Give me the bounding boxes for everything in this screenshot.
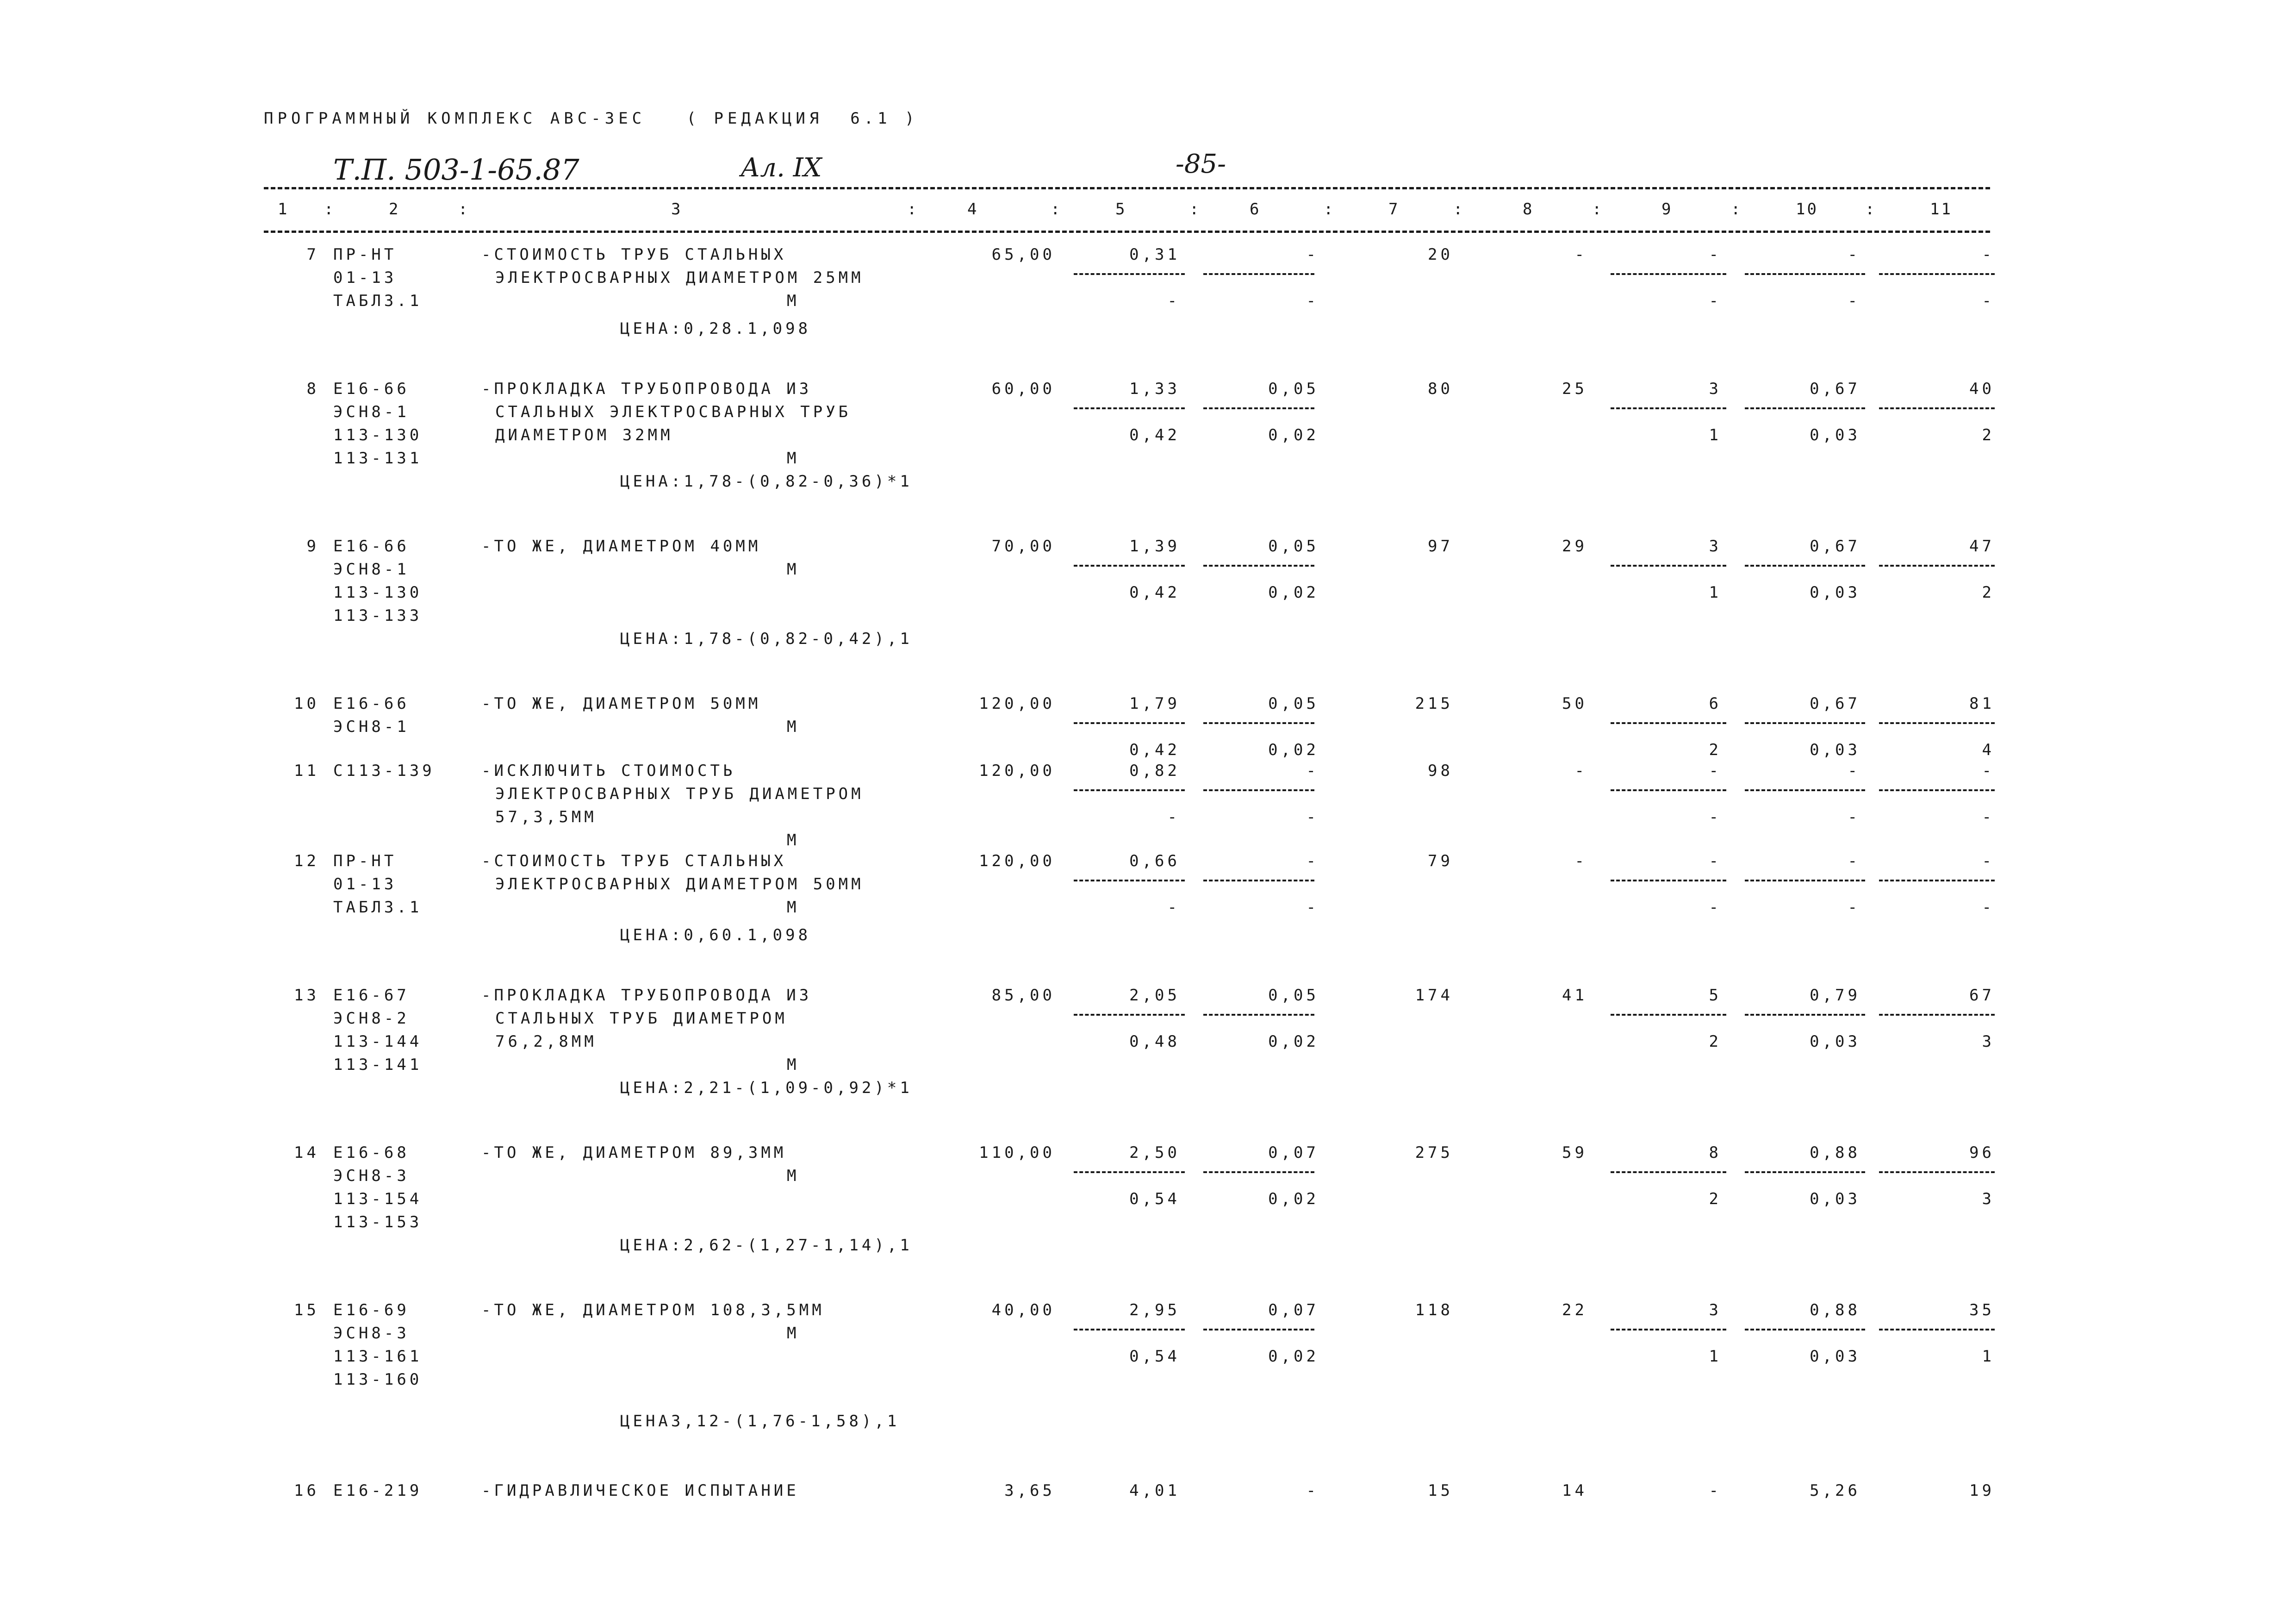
cell-col10: 5,26 xyxy=(1810,1481,1860,1500)
col-9: 9 xyxy=(1661,200,1673,219)
cell-col6-sub: 0,02 xyxy=(1268,741,1319,759)
cell-col10-sub: 0,03 xyxy=(1810,741,1860,759)
cell-col7: 118 xyxy=(1415,1301,1453,1319)
cell-col6-sub: - xyxy=(1306,292,1319,310)
cell-col10-sub: 0,03 xyxy=(1810,1190,1860,1208)
subline-col11 xyxy=(1879,407,1995,409)
cell-col4: 40,00 xyxy=(991,1301,1055,1319)
cell-col9: 8 xyxy=(1709,1143,1722,1162)
subline-col5 xyxy=(1074,1171,1185,1173)
subline-col6 xyxy=(1203,273,1314,275)
cell-col8: 41 xyxy=(1562,986,1587,1005)
row-code: 113-153 xyxy=(333,1213,423,1231)
row-description: -ТО ЖЕ, ДИАМЕТРОМ 50ММ xyxy=(481,694,761,713)
subline-col11 xyxy=(1879,1171,1995,1173)
cell-col11-sub: 1 xyxy=(1982,1347,1995,1366)
cell-col8: 22 xyxy=(1562,1301,1587,1319)
col-8: 8 xyxy=(1523,200,1534,219)
cell-col7: 275 xyxy=(1415,1143,1453,1162)
cell-col5-sub: 0,48 xyxy=(1129,1032,1180,1051)
row-code: ЭСН8-1 xyxy=(333,560,410,579)
cell-col6-sub: - xyxy=(1306,898,1319,917)
subline-col11 xyxy=(1879,880,1995,881)
cell-col9-sub: 2 xyxy=(1709,1032,1722,1051)
col-1: 1 xyxy=(278,200,289,219)
row-code: 113-133 xyxy=(333,606,423,625)
cell-col7: 174 xyxy=(1415,986,1453,1005)
cell-col6-sub: - xyxy=(1306,808,1319,826)
cell-col5-sub: - xyxy=(1167,292,1180,310)
cell-col10: 0,67 xyxy=(1810,694,1860,713)
row-description: -ИСКЛЮЧИТЬ СТОИМОСТЬ xyxy=(481,762,736,780)
cell-col8: 59 xyxy=(1562,1143,1587,1162)
cell-col6-sub: 0,02 xyxy=(1268,583,1319,602)
cell-col4: 3,65 xyxy=(1004,1481,1055,1500)
cell-col9-sub: - xyxy=(1709,292,1722,310)
cell-col10: - xyxy=(1848,762,1860,780)
cell-col8: 50 xyxy=(1562,694,1587,713)
cell-col10: 0,79 xyxy=(1810,986,1860,1005)
row-code: 113-131 xyxy=(333,449,423,468)
program-header: ПРОГРАММНЫЙ КОМПЛЕКС АВС-ЗЕС ( РЕДАКЦИЯ 6.1 ) xyxy=(264,109,919,128)
cell-col9: - xyxy=(1709,245,1722,264)
row-description: 76,2,8ММ xyxy=(495,1032,597,1051)
row-code: 113-141 xyxy=(333,1056,423,1074)
cell-col5-sub: 0,54 xyxy=(1129,1190,1180,1208)
cell-col9-sub: - xyxy=(1709,808,1722,826)
cell-col4: 110,00 xyxy=(979,1143,1055,1162)
page-number: -85- xyxy=(1176,149,1226,179)
cell-col5: 0,31 xyxy=(1129,245,1180,264)
row-code: С113-139 xyxy=(333,762,435,780)
col-10: 10 xyxy=(1796,200,1818,219)
col-5: 5 xyxy=(1115,200,1127,219)
cell-col11-sub: - xyxy=(1982,898,1995,917)
cell-col10: - xyxy=(1848,852,1860,870)
row-description: ДИАМЕТРОМ 32ММ xyxy=(495,426,673,444)
cell-col6: 0,07 xyxy=(1268,1143,1319,1162)
cell-col11-sub: 2 xyxy=(1982,426,1995,444)
cell-col10-sub: 0,03 xyxy=(1810,1032,1860,1051)
cell-col10-sub: 0,03 xyxy=(1810,1347,1860,1366)
cell-col7: 15 xyxy=(1428,1481,1453,1500)
row-code: 113-160 xyxy=(333,1370,423,1389)
subline-col5 xyxy=(1074,407,1185,409)
subline-col6 xyxy=(1203,407,1314,409)
cell-col4: 85,00 xyxy=(991,986,1055,1005)
row-code: ПР-НТ xyxy=(333,852,397,870)
row-description: -ГИДРАВЛИЧЕСКОЕ ИСПЫТАНИЕ xyxy=(481,1481,799,1500)
cell-col4: 60,00 xyxy=(991,380,1055,398)
row-number: 10 xyxy=(294,694,319,713)
subline-col6 xyxy=(1203,789,1314,791)
row-code: 113-144 xyxy=(333,1032,423,1051)
subline-col9 xyxy=(1611,722,1726,724)
cell-col5: 2,50 xyxy=(1129,1143,1180,1162)
row-code: Е16-67 xyxy=(333,986,410,1005)
cell-col5: 2,95 xyxy=(1129,1301,1180,1319)
row-code: ЭСН8-2 xyxy=(333,1009,410,1028)
subline-col10 xyxy=(1745,273,1865,275)
subline-col5 xyxy=(1074,880,1185,881)
row-code: 113-154 xyxy=(333,1190,423,1208)
subline-col9 xyxy=(1611,789,1726,791)
row-code: ПР-НТ xyxy=(333,245,397,264)
row-description: -ТО ЖЕ, ДИАМЕТРОМ 40ММ xyxy=(481,537,761,556)
cell-col10-sub: - xyxy=(1848,292,1860,310)
cell-col9: 6 xyxy=(1709,694,1722,713)
subline-col5 xyxy=(1074,565,1185,567)
cell-col10: 0,67 xyxy=(1810,537,1860,556)
row-price-formula: ЦЕНА:0,60.1,098 xyxy=(620,926,811,944)
row-description: СТАЛЬНЫХ ЭЛЕКТРОСВАРНЫХ ТРУБ xyxy=(495,403,852,421)
cell-col11-sub: 3 xyxy=(1982,1190,1995,1208)
cell-col11: 40 xyxy=(1969,380,1995,398)
cell-col6: 0,05 xyxy=(1268,380,1319,398)
doc-code: Т.П. 503-1-65.87 xyxy=(333,153,579,187)
cell-col11-sub: 2 xyxy=(1982,583,1995,602)
row-description: ЭЛЕКТРОСВАРНЫХ ДИАМЕТРОМ 25ММ xyxy=(495,269,864,287)
row-code: Е16-66 xyxy=(333,380,410,398)
row-unit: М xyxy=(787,1324,800,1343)
cell-col11: 19 xyxy=(1969,1481,1995,1500)
row-number: 8 xyxy=(306,380,319,398)
row-number: 9 xyxy=(306,537,319,556)
subline-col6 xyxy=(1203,880,1314,881)
subline-col10 xyxy=(1745,789,1865,791)
subline-col6 xyxy=(1203,1171,1314,1173)
row-description: ЭЛЕКТРОСВАРНЫХ ТРУБ ДИАМЕТРОМ xyxy=(495,785,864,803)
cell-col10: 0,88 xyxy=(1810,1301,1860,1319)
row-number: 12 xyxy=(294,852,319,870)
cell-col5: 0,66 xyxy=(1129,852,1180,870)
cell-col8: - xyxy=(1574,852,1587,870)
row-code: 113-130 xyxy=(333,426,423,444)
row-unit: М xyxy=(787,560,800,579)
cell-col6: - xyxy=(1306,852,1319,870)
subline-col11 xyxy=(1879,565,1995,567)
cell-col8: 25 xyxy=(1562,380,1587,398)
cell-col11-sub: 3 xyxy=(1982,1032,1995,1051)
subline-col6 xyxy=(1203,565,1314,567)
cell-col9: 3 xyxy=(1709,1301,1722,1319)
cell-col11-sub: 4 xyxy=(1982,741,1995,759)
row-unit: М xyxy=(787,831,800,849)
row-code: ТАБЛ3.1 xyxy=(333,898,423,917)
col-4: 4 xyxy=(967,200,979,219)
cell-col5: 1,79 xyxy=(1129,694,1180,713)
subline-col9 xyxy=(1611,273,1726,275)
subline-col5 xyxy=(1074,1014,1185,1016)
cell-col8: 29 xyxy=(1562,537,1587,556)
cell-col9-sub: 1 xyxy=(1709,1347,1722,1366)
cell-col10: - xyxy=(1848,245,1860,264)
row-code: 01-13 xyxy=(333,875,397,893)
row-code: Е16-66 xyxy=(333,537,410,556)
cell-col10: 0,88 xyxy=(1810,1143,1860,1162)
subline-col5 xyxy=(1074,789,1185,791)
cell-col11: 35 xyxy=(1969,1301,1995,1319)
row-code: Е16-219 xyxy=(333,1481,423,1500)
subline-col11 xyxy=(1879,1329,1995,1330)
cell-col9: 5 xyxy=(1709,986,1722,1005)
subline-col5 xyxy=(1074,273,1185,275)
cell-col5: 0,82 xyxy=(1129,762,1180,780)
cell-col11-sub: - xyxy=(1982,808,1995,826)
cell-col6: 0,05 xyxy=(1268,694,1319,713)
cell-col5-sub: - xyxy=(1167,808,1180,826)
row-code: 113-161 xyxy=(333,1347,423,1366)
row-number: 16 xyxy=(294,1481,319,1500)
subline-col9 xyxy=(1611,1014,1726,1016)
subline-col9 xyxy=(1611,1329,1726,1330)
subline-col9 xyxy=(1611,1171,1726,1173)
cell-col11: - xyxy=(1982,245,1995,264)
subline-col6 xyxy=(1203,1329,1314,1330)
cell-col9: - xyxy=(1709,852,1722,870)
row-number: 7 xyxy=(306,245,319,264)
row-code: ТАБЛ3.1 xyxy=(333,292,423,310)
cell-col9: - xyxy=(1709,762,1722,780)
cell-col5-sub: 0,54 xyxy=(1129,1347,1180,1366)
row-price-formula: ЦЕНА:2,62-(1,27-1,14),1 xyxy=(620,1236,913,1255)
row-code: Е16-69 xyxy=(333,1301,410,1319)
row-description: ЭЛЕКТРОСВАРНЫХ ДИАМЕТРОМ 50ММ xyxy=(495,875,864,893)
row-unit: М xyxy=(787,1167,800,1185)
cell-col11: 81 xyxy=(1969,694,1995,713)
cell-col5-sub: - xyxy=(1167,898,1180,917)
cell-col9: 3 xyxy=(1709,380,1722,398)
row-description: -СТОИМОСТЬ ТРУБ СТАЛЬНЫХ xyxy=(481,852,787,870)
row-description: -ПРОКЛАДКА ТРУБОПРОВОДА ИЗ xyxy=(481,986,812,1005)
col-11: 11 xyxy=(1930,200,1953,219)
row-description: -СТОИМОСТЬ ТРУБ СТАЛЬНЫХ xyxy=(481,245,787,264)
row-code: ЭСН8-3 xyxy=(333,1324,410,1343)
cell-col10-sub: - xyxy=(1848,808,1860,826)
cell-col9-sub: - xyxy=(1709,898,1722,917)
col-7: 7 xyxy=(1388,200,1400,219)
row-price-formula: ЦЕНА:2,21-(1,09-0,92)*1 xyxy=(620,1079,913,1097)
cell-col11: - xyxy=(1982,852,1995,870)
row-unit: М xyxy=(787,449,800,468)
cell-col5-sub: 0,42 xyxy=(1129,426,1180,444)
row-number: 13 xyxy=(294,986,319,1005)
cell-col9: - xyxy=(1709,1481,1722,1500)
cell-col10-sub: 0,03 xyxy=(1810,583,1860,602)
cell-col8: - xyxy=(1574,245,1587,264)
cell-col8: 14 xyxy=(1562,1481,1587,1500)
row-code: Е16-66 xyxy=(333,694,410,713)
row-price-formula: ЦЕНА:0,28.1,098 xyxy=(620,319,811,338)
subline-col9 xyxy=(1611,565,1726,567)
col-3: 3 xyxy=(671,200,683,219)
subline-col11 xyxy=(1879,273,1995,275)
cell-col6: 0,07 xyxy=(1268,1301,1319,1319)
subline-col10 xyxy=(1745,1171,1865,1173)
row-code: 01-13 xyxy=(333,269,397,287)
cell-col5: 1,33 xyxy=(1129,380,1180,398)
cell-col6: - xyxy=(1306,762,1319,780)
cell-col9-sub: 1 xyxy=(1709,426,1722,444)
cell-col10: 0,67 xyxy=(1810,380,1860,398)
cell-col7: 80 xyxy=(1428,380,1453,398)
row-description: -ТО ЖЕ, ДИАМЕТРОМ 108,3,5ММ xyxy=(481,1301,825,1319)
cell-col6: 0,05 xyxy=(1268,986,1319,1005)
subline-col9 xyxy=(1611,407,1726,409)
cell-col9: 3 xyxy=(1709,537,1722,556)
row-code: ЭСН8-1 xyxy=(333,403,410,421)
cell-col7: 98 xyxy=(1428,762,1453,780)
cell-col8: - xyxy=(1574,762,1587,780)
subline-col9 xyxy=(1611,880,1726,881)
table-header-rule xyxy=(264,231,1990,233)
cell-col5-sub: 0,42 xyxy=(1129,583,1180,602)
cell-col11-sub: - xyxy=(1982,292,1995,310)
row-code: ЭСН8-3 xyxy=(333,1167,410,1185)
row-price-formula: ЦЕНА3,12-(1,76-1,58),1 xyxy=(620,1412,900,1430)
cell-col10-sub: 0,03 xyxy=(1810,426,1860,444)
cell-col7: 20 xyxy=(1428,245,1453,264)
cell-col5: 1,39 xyxy=(1129,537,1180,556)
cell-col4: 65,00 xyxy=(991,245,1055,264)
subline-col10 xyxy=(1745,722,1865,724)
cell-col7: 97 xyxy=(1428,537,1453,556)
cell-col6-sub: 0,02 xyxy=(1268,1190,1319,1208)
col-6: 6 xyxy=(1250,200,1261,219)
row-price-formula: ЦЕНА:1,78-(0,82-0,42),1 xyxy=(620,630,913,648)
cell-col6: - xyxy=(1306,245,1319,264)
cell-col4: 70,00 xyxy=(991,537,1055,556)
row-price-formula: ЦЕНА:1,78-(0,82-0,36)*1 xyxy=(620,472,913,491)
row-unit: М xyxy=(787,1056,800,1074)
sheet-label: Ал. IX xyxy=(740,153,822,183)
subline-col6 xyxy=(1203,722,1314,724)
cell-col5: 2,05 xyxy=(1129,986,1180,1005)
cell-col6-sub: 0,02 xyxy=(1268,1347,1319,1366)
table-top-rule xyxy=(264,187,1990,189)
subline-col5 xyxy=(1074,722,1185,724)
cell-col6: 0,05 xyxy=(1268,537,1319,556)
subline-col10 xyxy=(1745,880,1865,881)
subline-col11 xyxy=(1879,722,1995,724)
cell-col10-sub: - xyxy=(1848,898,1860,917)
subline-col11 xyxy=(1879,789,1995,791)
cell-col6-sub: 0,02 xyxy=(1268,426,1319,444)
subline-col10 xyxy=(1745,1329,1865,1330)
subline-col10 xyxy=(1745,1014,1865,1016)
cell-col6: - xyxy=(1306,1481,1319,1500)
cell-col7: 79 xyxy=(1428,852,1453,870)
row-code: Е16-68 xyxy=(333,1143,410,1162)
cell-col9-sub: 1 xyxy=(1709,583,1722,602)
row-number: 15 xyxy=(294,1301,319,1319)
cell-col11: 96 xyxy=(1969,1143,1995,1162)
cell-col7: 215 xyxy=(1415,694,1453,713)
row-code: 113-130 xyxy=(333,583,423,602)
cell-col11: 47 xyxy=(1969,537,1995,556)
row-code: ЭСН8-1 xyxy=(333,718,410,736)
row-unit: М xyxy=(787,292,800,310)
cell-col11: 67 xyxy=(1969,986,1995,1005)
col-2: 2 xyxy=(389,200,400,219)
subline-col11 xyxy=(1879,1014,1995,1016)
subline-col10 xyxy=(1745,407,1865,409)
row-unit: М xyxy=(787,898,800,917)
cell-col5: 4,01 xyxy=(1129,1481,1180,1500)
row-description: СТАЛЬНЫХ ТРУБ ДИАМЕТРОМ xyxy=(495,1009,788,1028)
row-number: 14 xyxy=(294,1143,319,1162)
cell-col11: - xyxy=(1982,762,1995,780)
row-description: -ТО ЖЕ, ДИАМЕТРОМ 89,3ММ xyxy=(481,1143,787,1162)
row-description: -ПРОКЛАДКА ТРУБОПРОВОДА ИЗ xyxy=(481,380,812,398)
cell-col4: 120,00 xyxy=(979,852,1055,870)
cell-col9-sub: 2 xyxy=(1709,741,1722,759)
subline-col5 xyxy=(1074,1329,1185,1330)
cell-col6-sub: 0,02 xyxy=(1268,1032,1319,1051)
cell-col5-sub: 0,42 xyxy=(1129,741,1180,759)
subline-col10 xyxy=(1745,565,1865,567)
cell-col4: 120,00 xyxy=(979,762,1055,780)
cell-col9-sub: 2 xyxy=(1709,1190,1722,1208)
subline-col6 xyxy=(1203,1014,1314,1016)
row-unit: М xyxy=(787,718,800,736)
cell-col4: 120,00 xyxy=(979,694,1055,713)
row-number: 11 xyxy=(294,762,319,780)
row-description: 57,3,5ММ xyxy=(495,808,597,826)
